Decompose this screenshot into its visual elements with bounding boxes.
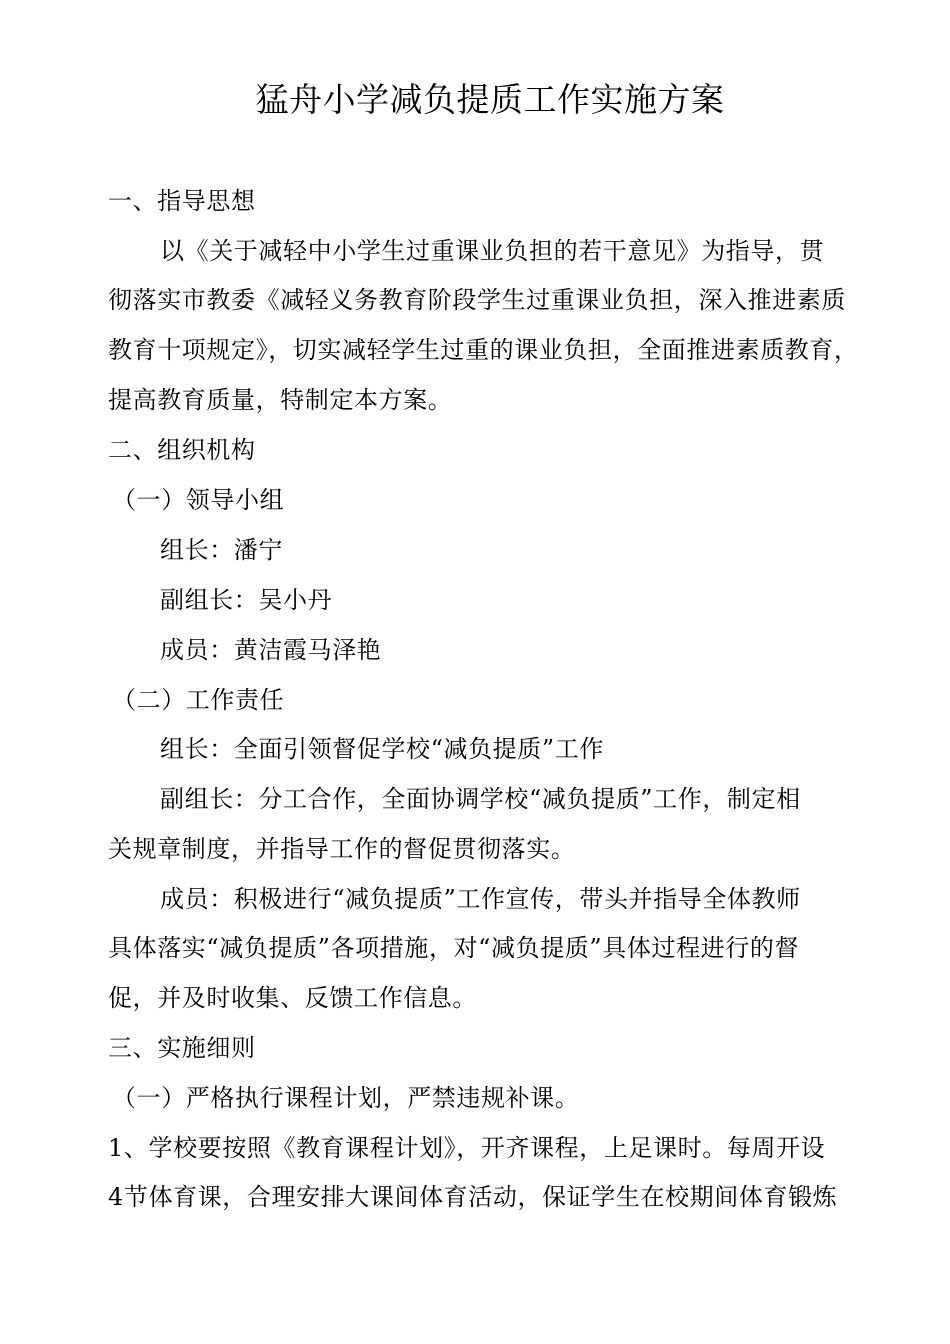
paragraph-line: 彻落实市教委《减轻义务教育阶段学生过重课业负担，深入推进素质 [108, 286, 846, 314]
paragraph-line: 成员：积极进行“减负提质”工作宣传，带头并指导全体教师 [160, 885, 801, 913]
paragraph-line: 具体落实“减负提质”各项措施，对“减负提质”具体过程进行的督 [108, 934, 800, 962]
section-heading-guiding-ideology: 一、指导思想 [108, 187, 256, 215]
paragraph-line: 教育十项规定》，切实减轻学生过重的课业负担，全面推进素质教育， [108, 336, 859, 364]
member-line-leader: 组长：潘宁 [160, 536, 283, 564]
subsection-heading-curriculum: （一）严格执行课程计划，严禁违规补课。 [112, 1084, 580, 1112]
paragraph-line: 副组长：分工合作，全面协调学校“减负提质”工作，制定相 [160, 785, 801, 813]
section-heading-implementation: 三、实施细则 [108, 1034, 256, 1062]
paragraph-line: 4节体育课，合理安排大课间体育活动，保证学生在校期间体育锻炼 [108, 1183, 838, 1211]
member-line-deputy-leader: 副组长：吴小丹 [160, 586, 333, 614]
document-title: 猛舟小学减负提质工作实施方案 [255, 80, 725, 119]
subsection-heading-responsibilities: （二）工作责任 [112, 686, 285, 714]
paragraph-line: 组长：全面引领督促学校“减负提质”工作 [160, 735, 604, 763]
paragraph-line: 促，并及时收集、反馈工作信息。 [108, 984, 477, 1012]
subsection-heading-leadership-group: （一）领导小组 [112, 486, 285, 514]
member-line-members: 成员：黄洁霞马泽艳 [160, 636, 382, 664]
paragraph-line: 提高教育质量，特制定本方案。 [108, 386, 453, 414]
paragraph-line: 以《关于减轻中小学生过重课业负担的若干意见》为指导，贯 [160, 237, 825, 265]
paragraph-line: 1、学校要按照《教育课程计划》，开齐课程，上足课时。每周开设 [108, 1134, 826, 1162]
section-heading-organization: 二、组织机构 [108, 436, 256, 464]
paragraph-line: 关规章制度，并指导工作的督促贯彻落实。 [108, 835, 576, 863]
